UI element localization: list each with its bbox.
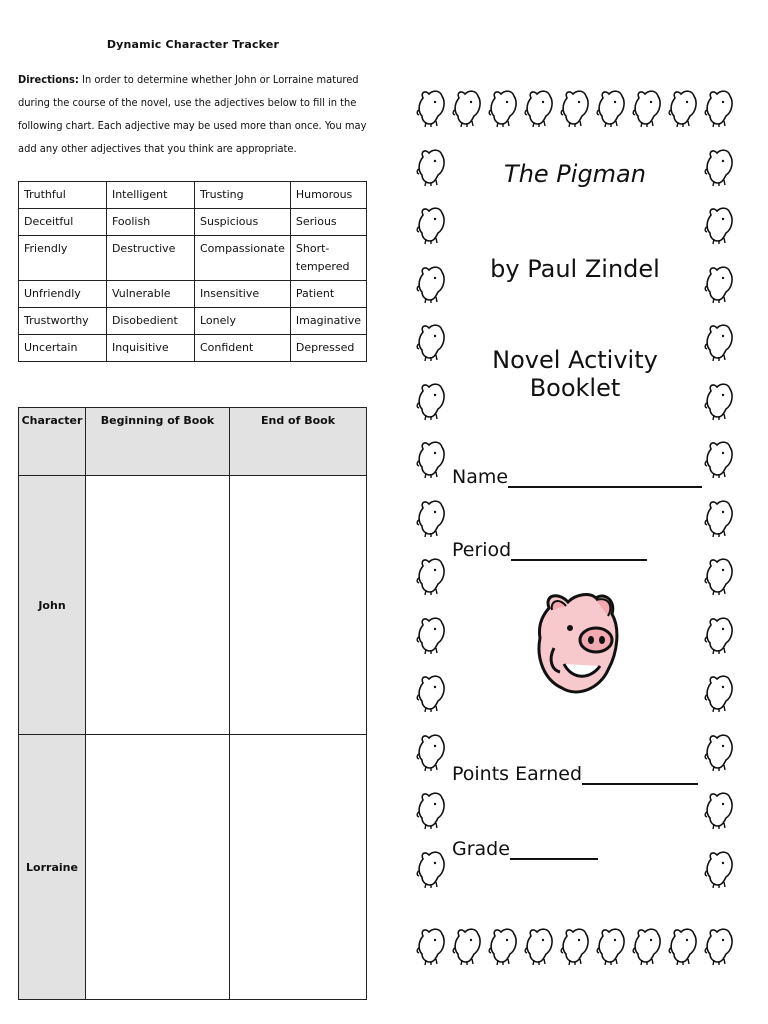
pig-border-icon bbox=[596, 88, 626, 128]
beginning-cell[interactable] bbox=[86, 476, 230, 735]
period-line bbox=[511, 541, 647, 561]
pig-border-icon bbox=[416, 926, 446, 966]
pig-border-icon bbox=[668, 926, 698, 966]
grade-field[interactable] bbox=[452, 838, 598, 860]
table-row bbox=[19, 308, 367, 335]
pig-face-icon bbox=[534, 588, 624, 740]
pig-border-icon bbox=[416, 498, 446, 538]
pig-border-icon bbox=[704, 790, 734, 830]
pig-border-icon bbox=[416, 849, 446, 889]
pig-border-icon bbox=[560, 88, 590, 128]
header-character: Character bbox=[19, 408, 86, 476]
table-row bbox=[19, 476, 367, 735]
pig-border-icon bbox=[524, 88, 554, 128]
pig-border-icon bbox=[704, 556, 734, 596]
name-line bbox=[508, 468, 702, 488]
pig-border-icon bbox=[524, 926, 554, 966]
adjective-cell: Confident bbox=[194, 335, 290, 362]
pig-border-icon bbox=[416, 732, 446, 772]
points-earned-field[interactable] bbox=[452, 763, 698, 785]
pig-border-icon bbox=[704, 381, 734, 421]
cover-author: by Paul Zindel bbox=[490, 255, 660, 283]
pig-border-icon bbox=[704, 322, 734, 362]
adjective-cell: Compassionate bbox=[194, 236, 290, 281]
pig-border-icon bbox=[704, 498, 734, 538]
grade-label: Grade bbox=[452, 838, 510, 860]
pig-border-icon bbox=[632, 926, 662, 966]
cover-title: The Pigman bbox=[504, 160, 646, 188]
table-row bbox=[19, 209, 367, 236]
character-name: Lorraine bbox=[19, 735, 86, 1000]
adjective-cell: Inquisitive bbox=[106, 335, 194, 362]
pig-border-icon bbox=[416, 439, 446, 479]
pig-border-icon bbox=[560, 926, 590, 966]
pig-border-icon bbox=[704, 926, 734, 966]
character-name: John bbox=[19, 476, 86, 735]
pig-border-icon bbox=[704, 147, 734, 187]
pig-border-icon bbox=[416, 88, 446, 128]
adjective-cell: Imaginative bbox=[290, 308, 366, 335]
end-cell[interactable] bbox=[230, 476, 367, 735]
table-row bbox=[19, 735, 367, 1000]
table-row bbox=[19, 281, 367, 308]
pig-border-icon bbox=[416, 264, 446, 304]
pig-border-icon bbox=[596, 926, 626, 966]
pig-border-icon bbox=[488, 926, 518, 966]
header-end: End of Book bbox=[230, 408, 367, 476]
pig-border-icon bbox=[668, 88, 698, 128]
pig-border-icon bbox=[416, 790, 446, 830]
pig-border-icon bbox=[704, 615, 734, 655]
directions-text: In order to determine whether John or Lorraine matured during the course of the novel, use the adjectives below to fill in the following chart. Each adjective may be used more than once. You may add any other adjectives that you think are appropriate. bbox=[18, 73, 367, 155]
adjective-cell: Disobedient bbox=[106, 308, 194, 335]
points-earned-line bbox=[582, 765, 698, 785]
pig-border-icon bbox=[704, 849, 734, 889]
adjective-cell: Vulnerable bbox=[106, 281, 194, 308]
pig-border-icon bbox=[452, 926, 482, 966]
adjective-cell: Trusting bbox=[194, 182, 290, 209]
adjective-cell: Foolish bbox=[106, 209, 194, 236]
adjective-cell: Depressed bbox=[290, 335, 366, 362]
pig-border-icon bbox=[704, 88, 734, 128]
adjective-cell: Lonely bbox=[194, 308, 290, 335]
adjective-cell: Insensitive bbox=[194, 281, 290, 308]
pig-border-icon bbox=[704, 264, 734, 304]
adjective-cell: Trustworthy bbox=[19, 308, 107, 335]
period-label: Period bbox=[452, 539, 512, 561]
adjective-cell: Unfriendly bbox=[19, 281, 107, 308]
header-beginning: Beginning of Book bbox=[86, 408, 230, 476]
adjective-table bbox=[18, 181, 367, 362]
directions-label: Directions: bbox=[18, 73, 79, 86]
tracker-title: Dynamic Character Tracker bbox=[106, 38, 280, 51]
adjective-cell: Intelligent bbox=[106, 182, 194, 209]
directions bbox=[18, 68, 368, 160]
pig-border-icon bbox=[416, 673, 446, 713]
table-row bbox=[19, 236, 367, 281]
pig-border-icon bbox=[416, 205, 446, 245]
table-header-row bbox=[19, 408, 367, 476]
adjective-cell: Patient bbox=[290, 281, 366, 308]
end-cell[interactable] bbox=[230, 735, 367, 1000]
pig-border-icon bbox=[452, 88, 482, 128]
pig-border-icon bbox=[416, 615, 446, 655]
adjective-cell: Friendly bbox=[19, 236, 107, 281]
adjective-cell: Destructive bbox=[106, 236, 194, 281]
pig-border-icon bbox=[704, 732, 734, 772]
beginning-cell[interactable] bbox=[86, 735, 230, 1000]
name-label: Name bbox=[452, 466, 509, 488]
pig-border-icon bbox=[632, 88, 662, 128]
character-tracker-table bbox=[18, 407, 367, 1000]
pig-border-icon bbox=[416, 147, 446, 187]
adjective-cell: Deceitful bbox=[19, 209, 107, 236]
adjective-cell: Short-tempered bbox=[290, 236, 366, 281]
booklet-cover bbox=[452, 140, 698, 910]
pig-border-icon bbox=[416, 381, 446, 421]
table-row bbox=[19, 182, 367, 209]
points-earned-label: Points Earned bbox=[452, 763, 583, 785]
pig-border-icon bbox=[704, 439, 734, 479]
adjective-cell: Uncertain bbox=[19, 335, 107, 362]
pig-border-icon bbox=[416, 556, 446, 596]
adjective-cell: Truthful bbox=[19, 182, 107, 209]
pig-border-icon bbox=[704, 205, 734, 245]
adjective-cell: Serious bbox=[290, 209, 366, 236]
name-field[interactable] bbox=[452, 466, 702, 488]
pig-border-icon bbox=[488, 88, 518, 128]
grade-line bbox=[510, 840, 598, 860]
pig-border-icon bbox=[704, 673, 734, 713]
tracker-section bbox=[18, 38, 368, 160]
adjective-cell: Humorous bbox=[290, 182, 366, 209]
pig-border-icon bbox=[416, 322, 446, 362]
adjective-cell: Suspicious bbox=[194, 209, 290, 236]
cover-subtitle: Novel Activity Booklet bbox=[492, 346, 658, 402]
table-row bbox=[19, 335, 367, 362]
period-field[interactable] bbox=[452, 539, 647, 561]
